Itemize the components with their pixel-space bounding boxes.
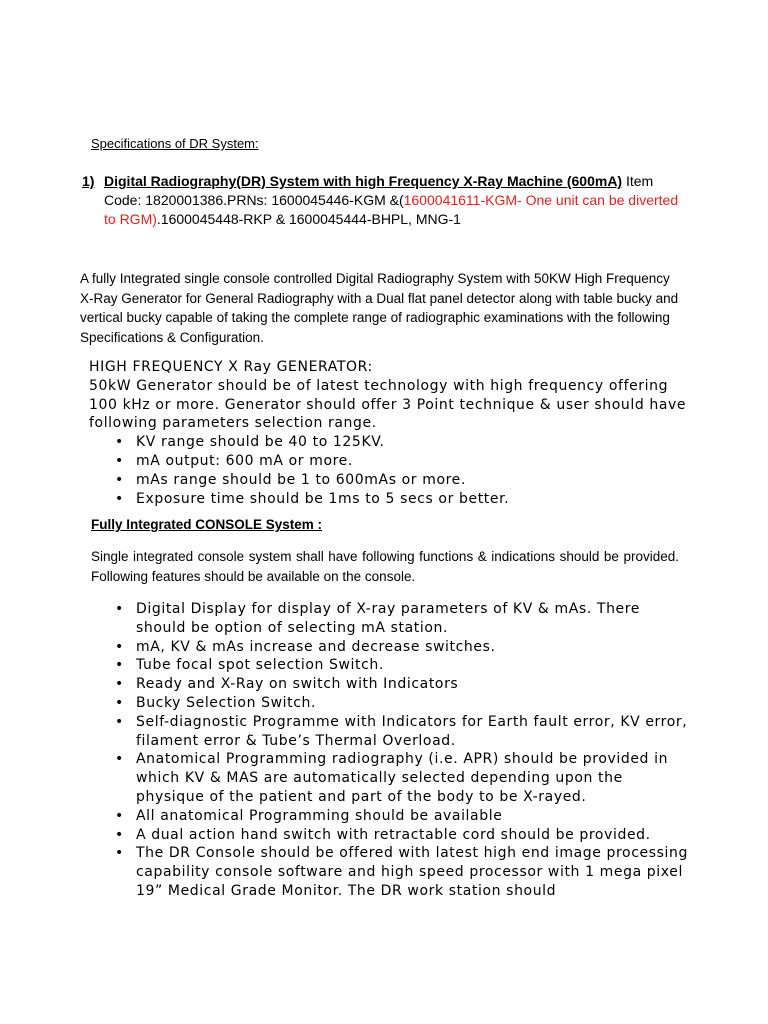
generator-heading: HIGH FREQUENCY X Ray GENERATOR:: [89, 359, 373, 375]
list-item: • mA, KV & mAs increase and decrease switches.: [89, 638, 689, 657]
list-item: • The DR Console should be offered with latest high end image processing capability console software and high speed processor with 1 mega pixel 19” Medical Grade Monitor. The DR work station should: [89, 844, 689, 900]
spec-heading: Specifications of DR System:: [91, 136, 259, 151]
generator-list: [89, 433, 689, 508]
list-item: • Tube focal spot selection Switch.: [89, 656, 689, 675]
console-feature-list: [89, 600, 689, 901]
list-item: • Anatomical Programming radiography (i.e. APR) should be provided in which KV & MAS are automatically selected depending upon the physique of the patient and part of the body to be X-rayed.: [89, 750, 689, 806]
item-1-block: [82, 172, 682, 229]
console-intro: Single integrated console system shall have following functions & indications should be provided. Following features should be available on the console.: [91, 549, 679, 584]
console-heading: Fully Integrated CONSOLE System :: [91, 517, 323, 532]
list-item: • Ready and X-Ray on switch with Indicators: [89, 675, 689, 694]
item-code-text: Item Code: 1820001386.PRNs: 1600045446-KGM &(: [104, 173, 654, 208]
item-code-red: 1600041611-KGM- One unit can be diverted to RGM): [104, 192, 679, 227]
generator-section: [89, 358, 689, 508]
list-item: • A dual action hand switch with retractable cord should be provided.: [89, 826, 689, 845]
item-body: [104, 172, 682, 229]
list-item: • Self-diagnostic Programme with Indicators for Earth fault error, KV error, filament error & Tube’s Thermal Overload.: [89, 713, 689, 751]
intro-paragraph: A fully Integrated single console controlled Digital Radiography System with 50KW High Frequency X-Ray Generator for General Radiography with a Dual flat panel detector along with table bucky and vertical bucky capable of taking the complete range of radiographic examinations with the following Specifications & Configuration.: [80, 271, 679, 345]
list-item: • Exposure time should be 1ms to 5 secs or better.: [89, 490, 689, 509]
list-item: • mA output: 600 mA or more.: [89, 452, 689, 471]
item-number: 1): [82, 173, 95, 189]
console-features: [89, 600, 689, 901]
list-item: • Bucky Selection Switch.: [89, 694, 689, 713]
list-item: • KV range should be 40 to 125KV.: [89, 433, 689, 452]
item-code-text-2: .1600045448-RKP & 1600045444-BHPL, MNG-1: [156, 211, 461, 227]
list-item: • mAs range should be 1 to 600mAs or more.: [89, 471, 689, 490]
item-title: Digital Radiography(DR) System with high Frequency X-Ray Machine (600mA): [104, 173, 623, 189]
generator-description: 50kW Generator should be of latest technology with high frequency offering 100 kHz or more. Generator should offer 3 Point technique & user should have following parameters selection range.: [89, 377, 687, 432]
list-item: • All anatomical Programming should be available: [89, 807, 689, 826]
list-item: • Digital Display for display of X-ray parameters of KV & mAs. There should be option of selecting mA station.: [89, 600, 689, 638]
